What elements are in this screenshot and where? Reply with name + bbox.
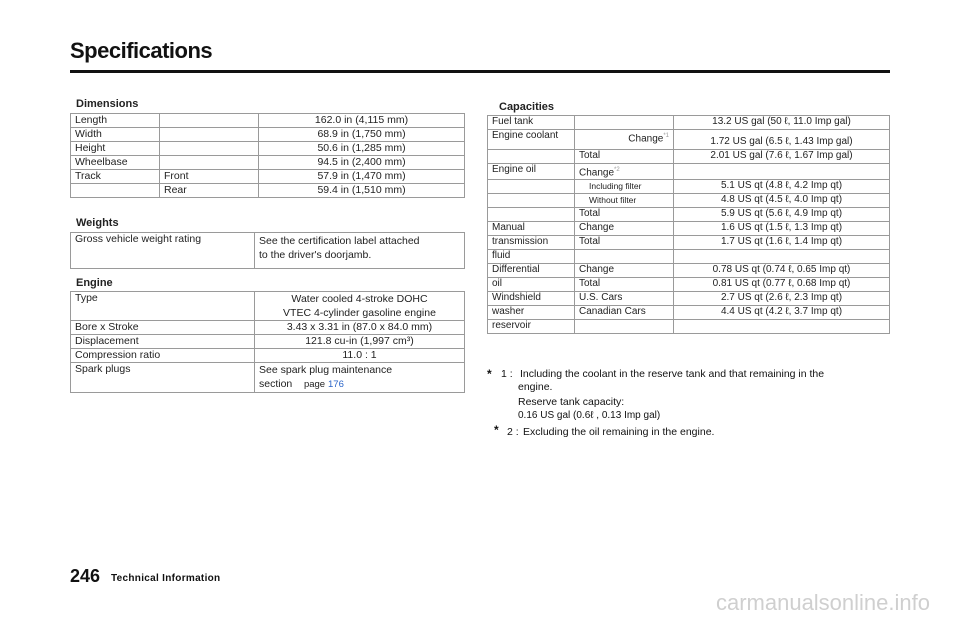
row-value: 59.4 in (1,510 mm)	[259, 184, 465, 198]
cap-label	[488, 208, 575, 222]
cap-label	[488, 194, 575, 208]
row-label: Track	[71, 170, 160, 184]
page-prefix: page	[303, 379, 326, 390]
row-value	[255, 363, 465, 393]
row-value: 121.8 cu-in (1,997 cm³)	[255, 335, 465, 349]
row-sub	[160, 114, 259, 128]
footnote-2-star: *	[494, 423, 499, 437]
cap-sub: Without filter	[575, 194, 674, 208]
row-label: Height	[71, 142, 160, 156]
row-label: Type	[71, 292, 255, 321]
weights-table	[70, 232, 465, 269]
table-row	[488, 194, 890, 208]
table-row	[488, 180, 890, 194]
weights-value-line-1: See the certification label attached	[259, 235, 420, 247]
cap-value: 1.6 US qt (1.5 ℓ, 1.3 Imp qt)	[674, 222, 890, 236]
weights-value-line-2: to the driver's doorjamb.	[259, 249, 372, 261]
cap-value: 5.9 US qt (5.6 ℓ, 4.9 Imp qt)	[674, 208, 890, 222]
capacities-table	[487, 115, 890, 334]
table-row	[488, 250, 890, 264]
coolant-footnote-mark: *1	[663, 133, 669, 139]
capacities-title: Capacities	[499, 101, 555, 113]
row-value: 3.43 x 3.31 in (87.0 x 84.0 mm)	[255, 321, 465, 335]
cap-sub: Change	[575, 222, 674, 236]
cap-value	[674, 250, 890, 264]
table-row	[488, 292, 890, 306]
spark-line-1: See spark plug maintenance	[259, 364, 393, 376]
cap-label	[488, 150, 575, 164]
table-row	[488, 116, 890, 130]
table-row	[71, 156, 465, 170]
table-row	[488, 320, 890, 334]
row-label: Bore x Stroke	[71, 321, 255, 335]
coolant-change-label: Change	[628, 133, 664, 145]
page-title: Specifications	[70, 38, 213, 63]
cap-label: Fuel tank	[488, 116, 575, 130]
table-row	[488, 264, 890, 278]
cap-sub	[575, 116, 674, 130]
row-label	[71, 184, 160, 198]
row-value: 57.9 in (1,470 mm)	[259, 170, 465, 184]
cap-value: 4.4 US qt (4.2 ℓ, 3.7 Imp qt)	[674, 306, 890, 320]
cap-sub: Total	[575, 278, 674, 292]
cap-label: Differential	[488, 264, 575, 278]
row-value: 162.0 in (4,115 mm)	[259, 114, 465, 128]
cap-value: 1.72 US gal (6.5 ℓ, 1.43 Imp gal)	[674, 130, 890, 150]
watermark: carmanualsonline.info	[715, 590, 930, 615]
cap-sub	[575, 130, 674, 150]
cap-value	[674, 164, 890, 180]
footnote-2-marker: 2 :	[507, 426, 519, 438]
row-label: Compression ratio	[71, 349, 255, 363]
cap-label: fluid	[488, 250, 575, 264]
cap-label: Manual	[488, 222, 575, 236]
weights-title: Weights	[76, 217, 119, 229]
row-value: 68.9 in (1,750 mm)	[259, 128, 465, 142]
table-row	[71, 142, 465, 156]
table-row	[71, 170, 465, 184]
table-row	[71, 128, 465, 142]
spark-section-text: section	[259, 378, 293, 390]
cap-sub	[575, 250, 674, 264]
engine-table	[70, 291, 465, 393]
cap-sub: Change	[575, 264, 674, 278]
cap-sub: Including filter	[575, 180, 674, 194]
engine-type-line-2: VTEC 4-cylinder gasoline engine	[283, 307, 436, 319]
cap-sub: Total	[575, 236, 674, 250]
cap-value: 13.2 US gal (50 ℓ, 11.0 Imp gal)	[674, 116, 890, 130]
table-row	[71, 349, 465, 363]
row-sub	[160, 142, 259, 156]
footnote-1-line-1: Including the coolant in the reserve tank and that remaining in the	[520, 368, 825, 380]
dimensions-title: Dimensions	[76, 98, 139, 110]
footnote-1-line-4: 0.16 US gal (0.6ℓ , 0.13 Imp gal)	[518, 410, 661, 421]
cap-value: 0.81 US qt (0.77 ℓ, 0.68 Imp qt)	[674, 278, 890, 292]
cap-label: washer	[488, 306, 575, 320]
row-value	[255, 292, 465, 321]
table-row	[488, 306, 890, 320]
cap-label: oil	[488, 278, 575, 292]
cap-sub	[575, 164, 674, 180]
table-row	[71, 233, 465, 269]
oil-footnote-mark: *2	[614, 167, 620, 173]
cap-label: transmission	[488, 236, 575, 250]
engine-title: Engine	[76, 277, 113, 289]
row-value: 50.6 in (1,285 mm)	[259, 142, 465, 156]
cap-label	[488, 180, 575, 194]
table-row	[488, 222, 890, 236]
cap-label: Windshield	[488, 292, 575, 306]
oil-change-label: Change	[579, 167, 615, 179]
footer-section-title: Technical Information	[111, 573, 221, 584]
row-label: Displacement	[71, 335, 255, 349]
cap-value: 5.1 US qt (4.8 ℓ, 4.2 Imp qt)	[674, 180, 890, 194]
row-label: Width	[71, 128, 160, 142]
cap-sub: Canadian Cars	[575, 306, 674, 320]
page-176-link[interactable]: 176	[328, 379, 344, 390]
row-label: Length	[71, 114, 160, 128]
cap-value: 1.7 US qt (1.6 ℓ, 1.4 Imp qt)	[674, 236, 890, 250]
footnote-1-marker: 1 :	[501, 368, 513, 380]
cap-label: Engine oil	[488, 164, 575, 180]
table-row	[71, 321, 465, 335]
table-row	[488, 236, 890, 250]
title-rule	[70, 70, 890, 73]
row-label: Wheelbase	[71, 156, 160, 170]
spark-line-2	[259, 377, 460, 392]
cap-value: 4.8 US qt (4.5 ℓ, 4.0 Imp qt)	[674, 194, 890, 208]
cap-label: Engine coolant	[488, 130, 575, 150]
row-sub: Front	[160, 170, 259, 184]
cap-value: 0.78 US qt (0.74 ℓ, 0.65 Imp qt)	[674, 264, 890, 278]
cap-value: 2.01 US gal (7.6 ℓ, 1.67 Imp gal)	[674, 150, 890, 164]
table-row	[488, 208, 890, 222]
cap-sub: U.S. Cars	[575, 292, 674, 306]
footnote-2-text: Excluding the oil remaining in the engine.	[523, 426, 715, 438]
table-row	[71, 292, 465, 321]
engine-type-line-1: Water cooled 4-stroke DOHC	[291, 293, 428, 305]
cap-value	[674, 320, 890, 334]
row-value	[255, 233, 465, 269]
row-sub	[160, 156, 259, 170]
table-row	[71, 363, 465, 393]
table-row	[71, 114, 465, 128]
table-row	[71, 335, 465, 349]
row-value: 11.0 : 1	[255, 349, 465, 363]
footnote-1-star: *	[487, 367, 492, 381]
row-sub	[160, 128, 259, 142]
footnote-1-line-3: Reserve tank capacity:	[518, 396, 625, 408]
table-row	[71, 184, 465, 198]
cap-sub: Total	[575, 208, 674, 222]
page-number: 246	[70, 566, 101, 586]
cap-sub	[575, 320, 674, 334]
row-value: 94.5 in (2,400 mm)	[259, 156, 465, 170]
row-label: Gross vehicle weight rating	[71, 233, 255, 269]
table-row	[488, 130, 890, 150]
cap-sub: Total	[575, 150, 674, 164]
cap-label: reservoir	[488, 320, 575, 334]
dimensions-table	[70, 113, 465, 198]
table-row	[488, 150, 890, 164]
cap-value: 2.7 US qt (2.6 ℓ, 2.3 Imp qt)	[674, 292, 890, 306]
table-row	[488, 278, 890, 292]
row-sub: Rear	[160, 184, 259, 198]
row-label: Spark plugs	[71, 363, 255, 393]
table-row	[488, 164, 890, 180]
footnote-1-line-2: engine.	[518, 381, 553, 393]
